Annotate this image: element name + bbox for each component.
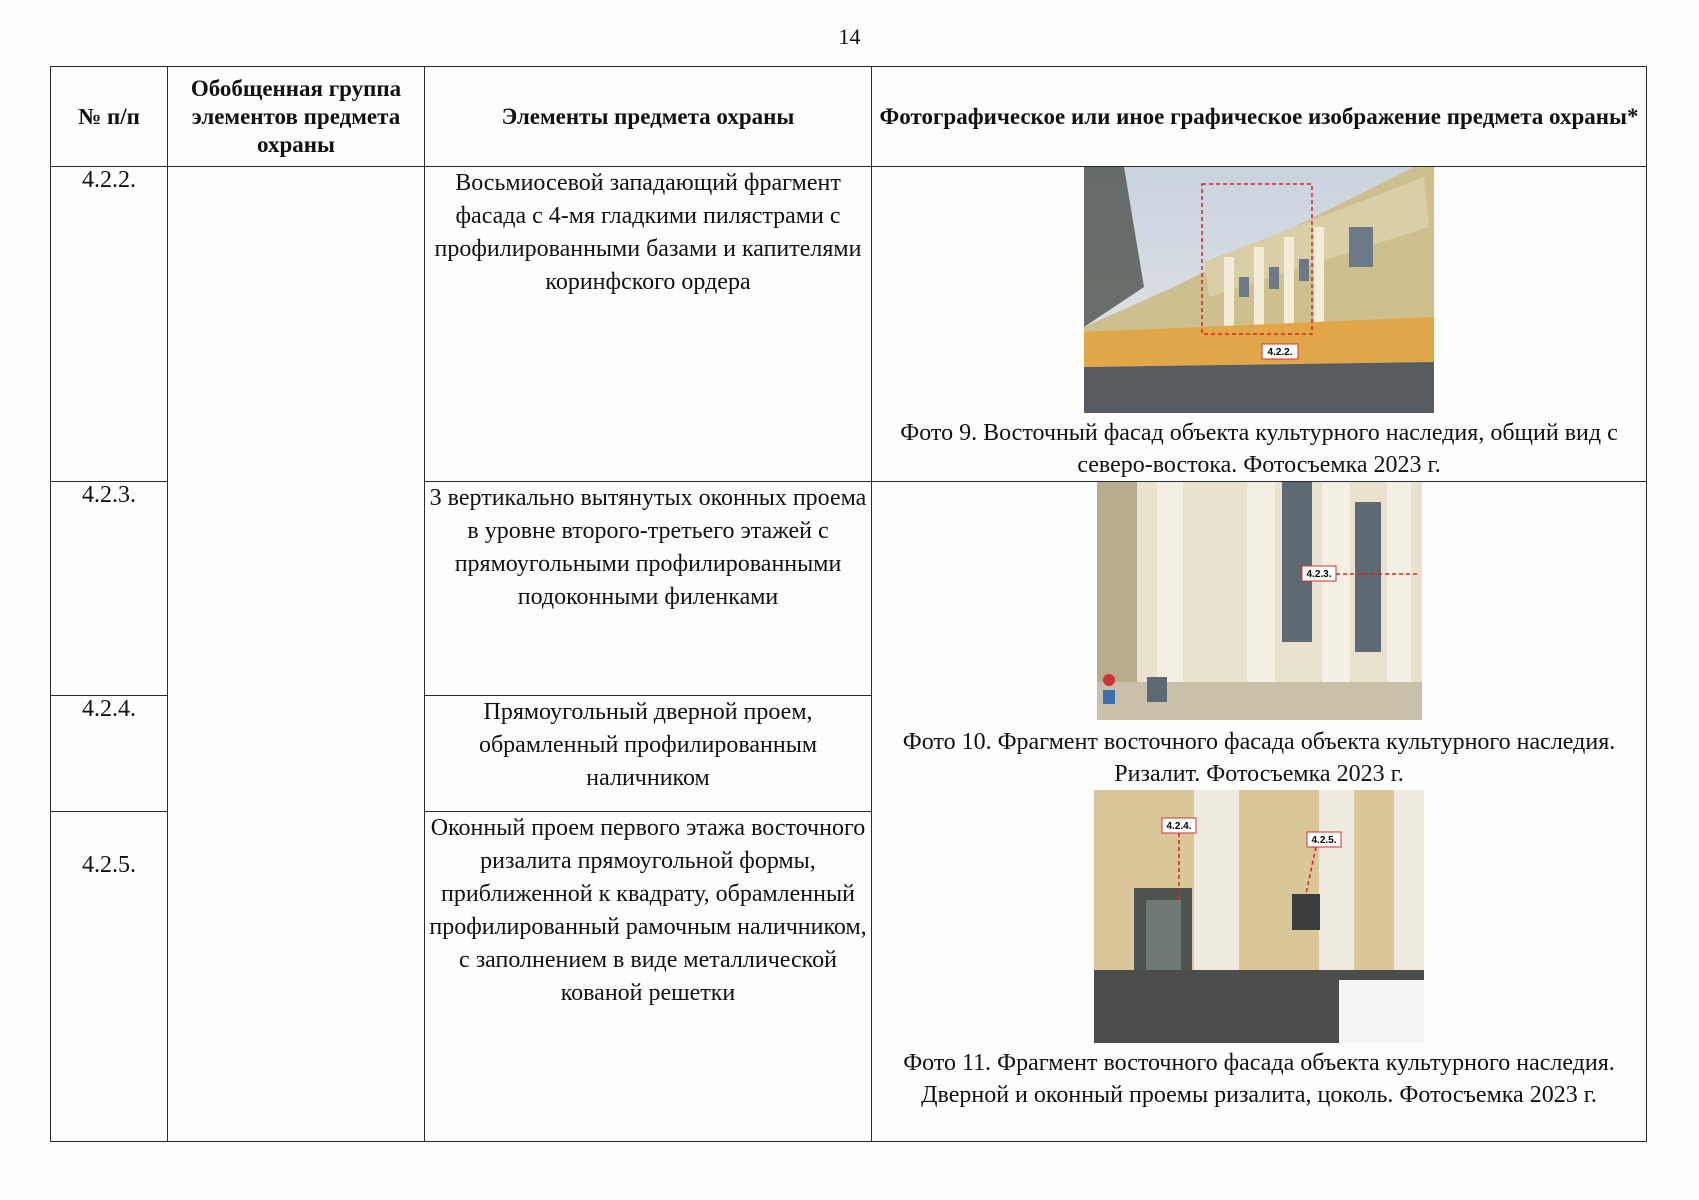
photo-cell — [872, 167, 1647, 482]
group-cell — [168, 167, 425, 1142]
element-description: Прямоугольный дверной проем, обрамленный профилированным наличником — [425, 696, 872, 812]
row-number: 4.2.3. — [51, 482, 168, 696]
page-number: 14 — [838, 24, 861, 49]
table-row — [51, 167, 1647, 482]
photo-9-caption: Фото 9. Восточный фасад объекта культурного наследия, общий вид с северо-востока. Фотосъемка 2023 г. — [900, 420, 1618, 478]
heritage-elements-table — [50, 66, 1647, 1142]
row-number: 4.2.4. — [51, 696, 168, 812]
row-number: 4.2.2. — [51, 167, 168, 482]
photo-9-tag: 4.2.2. — [1267, 347, 1293, 358]
header-image: Фотографическое или иное графическое изображение предмета охраны* — [872, 67, 1647, 167]
photo-11 — [1094, 790, 1424, 1043]
header-group: Обобщенная группа элементов предмета охраны — [168, 67, 425, 167]
element-description: Восьмиосевой западающий фрагмент фасада с 4-мя гладкими пилястрами с профилированными базами и капителями коринфского ордера — [425, 167, 872, 482]
row-number: 4.2.5. — [51, 812, 168, 1142]
element-description: Оконный проем первого этажа восточного ризалита прямоугольной формы, приближенной к квадрату, обрамленный профилированный рамочным наличником, с заполнением в виде металлической кованой решетки — [425, 812, 872, 1142]
facade-photo-image — [1084, 167, 1434, 413]
risalit-photo-image — [1097, 482, 1422, 720]
photo-10-tag: 4.2.3. — [1305, 569, 1332, 580]
header-elements: Элементы предмета охраны — [425, 67, 872, 167]
photo-10-caption: Фото 10. Фрагмент восточного фасада объекта культурного наследия. Ризалит. Фотосъемка 2023 г. — [902, 729, 1616, 787]
element-description: 3 вертикально вытянутых оконных проема в уровне второго-третьего этажей с прямоугольными профилированными подоконными филенками — [425, 482, 872, 696]
photo-11-caption: Фото 11. Фрагмент восточного фасада объекта культурного наследия. Дверной и оконный проемы ризалита, цоколь. Фотосъемка 2023 г. — [903, 1050, 1615, 1108]
photo-9 — [1084, 167, 1434, 413]
photo-cell — [872, 482, 1647, 1142]
door-window-photo-image — [1094, 790, 1424, 1043]
table-header-row — [51, 67, 1647, 167]
photo-11-tag-door: 4.2.4. — [1166, 821, 1192, 832]
header-number: № п/п — [51, 67, 168, 167]
photo-10 — [1097, 482, 1422, 720]
photo-11-tag-window: 4.2.5. — [1311, 835, 1337, 846]
